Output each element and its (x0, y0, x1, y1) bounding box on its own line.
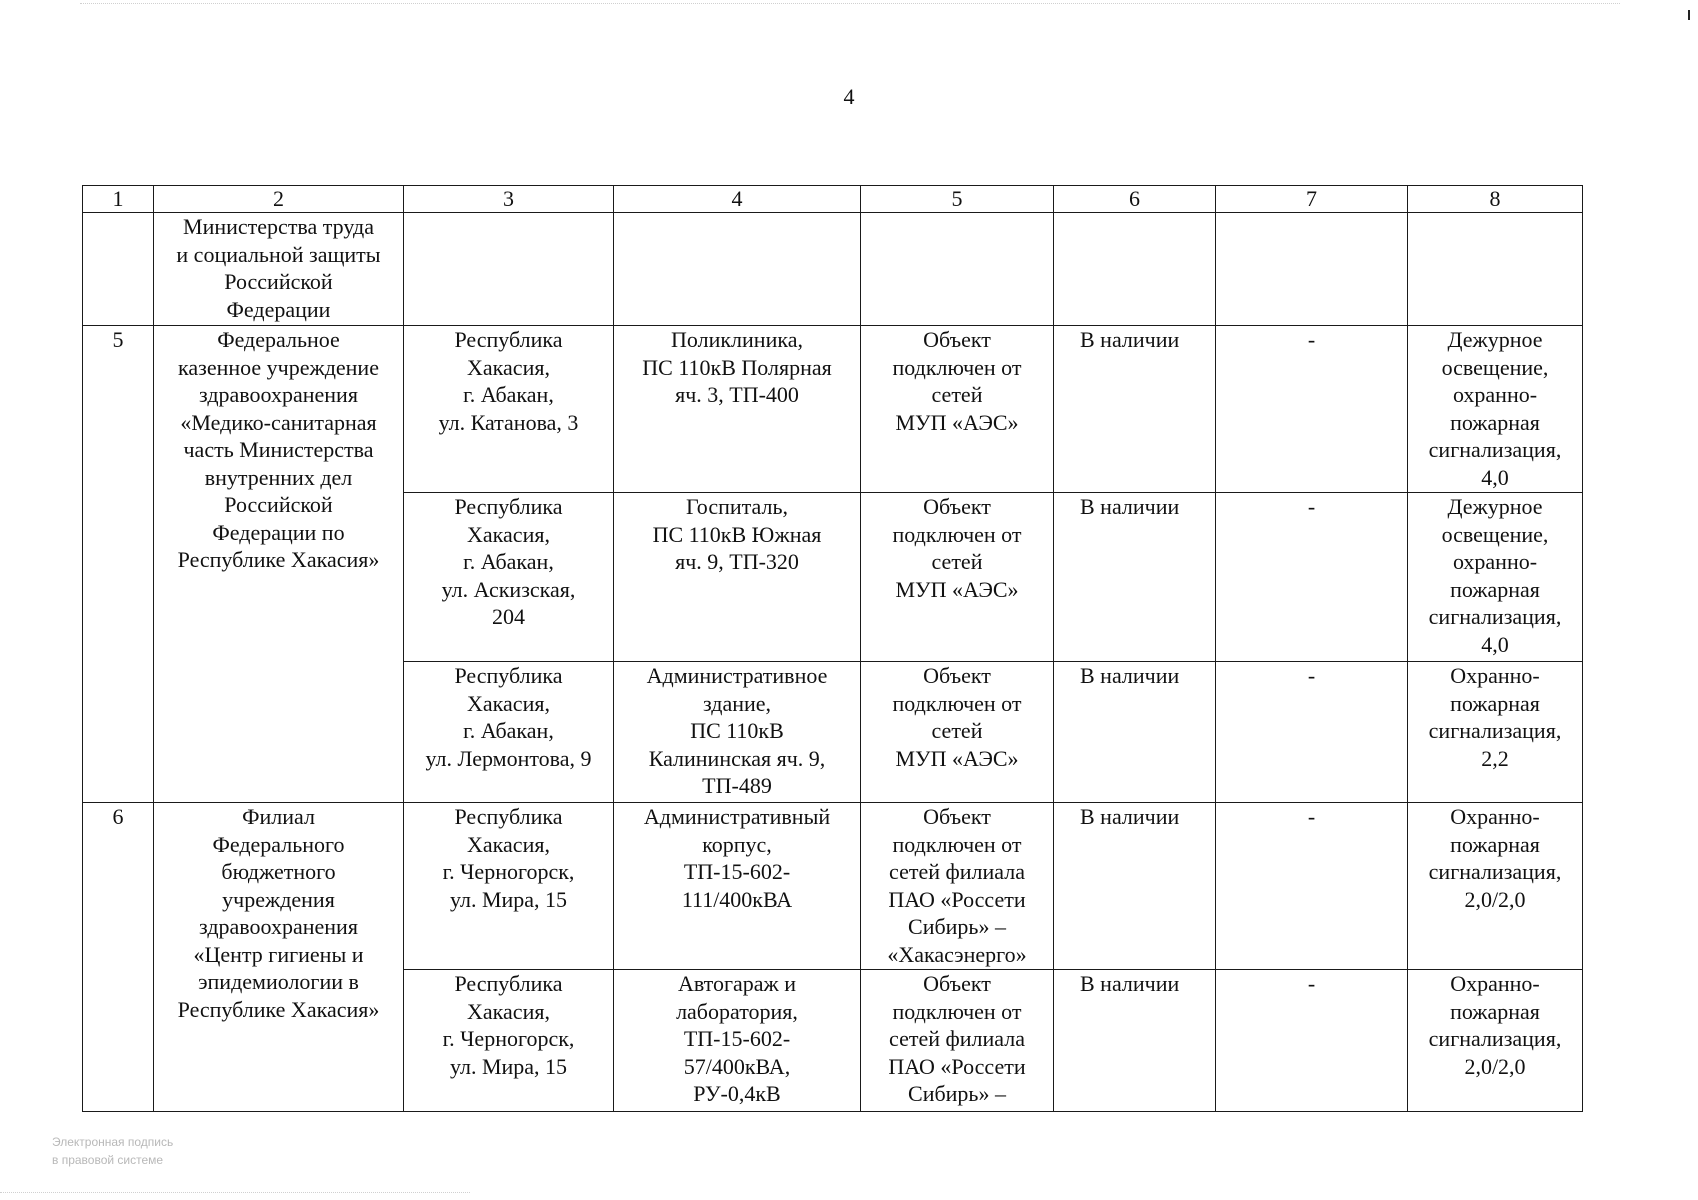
object-line: ПС 110кВ Южная (652, 521, 822, 547)
col7-cell (1216, 213, 1408, 326)
organization-line: эпидемиологии в (198, 969, 359, 994)
object-line: здание, (702, 690, 772, 716)
connection-line: сетей (931, 549, 983, 574)
load-line: сигнализация, (1428, 718, 1562, 743)
load-cell (1408, 326, 1583, 493)
organization-line: бюджетного (221, 859, 336, 884)
scan-edge-noise (80, 3, 1620, 4)
load-cell (1408, 213, 1583, 326)
load-line: Дежурное (1447, 327, 1543, 352)
load-line: Охранно- (1450, 804, 1540, 829)
watermark-line: в правовой системе (52, 1153, 164, 1167)
object-line: РУ-0,4кВ (693, 1081, 781, 1106)
connection-line: МУП «АЭС» (895, 576, 1019, 602)
load-line: Охранно- (1450, 971, 1540, 996)
connection-line: МУП «АЭС» (895, 745, 1019, 771)
table-row (83, 213, 1583, 326)
scan-watermark (52, 1133, 202, 1169)
load-line: 2,2 (1481, 745, 1509, 771)
availability-cell: В наличии (1054, 970, 1216, 1112)
load-line: Дежурное (1447, 494, 1543, 519)
col7-cell: - (1216, 803, 1408, 970)
organization-line: Министерства труда (183, 214, 374, 239)
object-line: Административное (646, 663, 828, 688)
load-line: 4,0 (1481, 464, 1509, 490)
organization-line: часть Министерства (183, 437, 374, 462)
connection-line: подключен от (892, 354, 1022, 380)
header-cell: 3 (404, 186, 614, 213)
load-line: пожарная (1450, 690, 1540, 716)
connection-line: ПАО «Россети (888, 886, 1026, 912)
object-line: ТП-15-602- (683, 1026, 791, 1051)
address-line: Республика (454, 494, 563, 519)
address-line: г. Черногорск, (442, 1026, 575, 1051)
load-line: охранно- (1452, 549, 1538, 574)
address-line: ул. Лермонтова, 9 (425, 745, 592, 771)
address-cell (404, 493, 614, 662)
availability-cell (1054, 213, 1216, 326)
object-line: ТП-489 (702, 773, 772, 798)
organization-line: Федерации (226, 296, 331, 322)
address-line: Хакасия, (467, 354, 550, 380)
scan-edge-noise (0, 1192, 470, 1193)
organization-line: Российской (224, 492, 333, 517)
page-number: 4 (843, 84, 855, 109)
connection-line: Объект (923, 663, 991, 688)
load-cell (1408, 803, 1583, 970)
address-line: Республика (454, 663, 563, 688)
connection-line: «Хакасэнерго» (887, 941, 1027, 967)
load-line: 4,0 (1481, 631, 1509, 657)
load-line: сигнализация, (1428, 437, 1562, 462)
load-line: пожарная (1450, 409, 1540, 435)
row-number-cell: 5 (83, 326, 154, 803)
connection-line: Сибирь» – (908, 1081, 1006, 1106)
organization-line: внутренних дел (204, 464, 353, 490)
organization-line: Российской (224, 269, 333, 294)
load-line: пожарная (1450, 576, 1540, 602)
availability-cell: В наличии (1054, 326, 1216, 493)
address-line: Хакасия, (467, 521, 550, 547)
object-line: ТП-15-602- (683, 859, 791, 884)
row-number-cell (83, 213, 154, 326)
address-line: ул. Мира, 15 (449, 886, 568, 912)
address-cell (404, 326, 614, 493)
address-line: Республика (454, 804, 563, 829)
organization-line: здравоохранения (199, 914, 358, 939)
organization-line: казенное учреждение (178, 354, 379, 380)
load-line: Охранно- (1450, 663, 1540, 688)
scan-edge-tick (1688, 10, 1690, 20)
connection-line: Сибирь» – (908, 914, 1006, 939)
object-line: лаборатория, (676, 998, 798, 1024)
address-cell (404, 662, 614, 803)
address-line: Хакасия, (467, 690, 550, 716)
row-number-cell: 6 (83, 803, 154, 1112)
connection-line: подключен от (892, 998, 1022, 1024)
col7-cell: - (1216, 662, 1408, 803)
address-line: Республика (454, 327, 563, 352)
availability-cell: В наличии (1054, 662, 1216, 803)
table-row (83, 326, 1583, 493)
header-cell: 6 (1054, 186, 1216, 213)
load-line: сигнализация, (1428, 604, 1562, 629)
connection-line: сетей филиала (889, 1026, 1025, 1051)
organization-line: «Центр гигиены и (193, 941, 364, 967)
address-line: Республика (454, 971, 563, 996)
col7-cell: - (1216, 326, 1408, 493)
object-line: ПС 110кВ Полярная (642, 354, 832, 380)
load-line: освещение, (1441, 521, 1549, 547)
organization-line: «Медико-санитарная (180, 409, 377, 435)
address-cell (404, 803, 614, 970)
load-line: сигнализация, (1428, 859, 1562, 884)
organization-line: Федерации по (212, 519, 345, 545)
object-cell (614, 326, 861, 493)
address-line: г. Абакан, (463, 718, 554, 743)
availability-cell: В наличии (1054, 803, 1216, 970)
organization-line: Республике Хакасия» (177, 547, 380, 572)
object-line: Госпиталь, (686, 494, 788, 519)
load-line: 2,0/2,0 (1464, 886, 1526, 912)
object-line: Административный (643, 804, 831, 829)
col7-cell: - (1216, 493, 1408, 662)
header-cell: 7 (1216, 186, 1408, 213)
connection-cell (861, 213, 1054, 326)
table-row (83, 803, 1583, 970)
connection-line: МУП «АЭС» (895, 409, 1019, 435)
connection-cell (861, 803, 1054, 970)
object-line: яч. 9, ТП-320 (675, 549, 799, 574)
header-cell: 4 (614, 186, 861, 213)
load-line: пожарная (1450, 998, 1540, 1024)
address-line: ул. Аскизская, (441, 576, 576, 602)
connection-cell (861, 493, 1054, 662)
organization-cell (154, 213, 404, 326)
connection-cell (861, 662, 1054, 803)
connection-line: сетей (931, 382, 983, 407)
load-line: освещение, (1441, 354, 1549, 380)
object-line: яч. 3, ТП-400 (675, 382, 799, 407)
availability-cell: В наличии (1054, 493, 1216, 662)
object-cell (614, 493, 861, 662)
organization-line: учреждения (222, 886, 335, 912)
connection-line: ПАО «Россети (888, 1053, 1026, 1079)
address-line: ул. Катанова, 3 (438, 409, 579, 435)
table-header-row (83, 186, 1583, 213)
address-line: Хакасия, (467, 998, 550, 1024)
organization-line: Федерального (212, 831, 345, 857)
connection-line: Объект (923, 327, 991, 352)
objects-table (82, 185, 1583, 1112)
connection-cell (861, 970, 1054, 1112)
organization-line: здравоохранения (199, 382, 358, 407)
address-line: г. Абакан, (463, 549, 554, 574)
load-cell (1408, 493, 1583, 662)
object-line: корпус, (702, 831, 772, 857)
connection-line: подключен от (892, 521, 1022, 547)
connection-line: сетей (931, 718, 983, 743)
organization-line: Филиал (242, 804, 315, 829)
object-cell (614, 662, 861, 803)
connection-line: Объект (923, 971, 991, 996)
load-cell (1408, 662, 1583, 803)
load-cell (1408, 970, 1583, 1112)
address-line: ул. Мира, 15 (449, 1053, 568, 1079)
object-cell (614, 803, 861, 970)
load-line: охранно- (1452, 382, 1538, 407)
connection-line: подключен от (892, 831, 1022, 857)
object-line: Поликлиника, (671, 327, 803, 352)
col7-cell: - (1216, 970, 1408, 1112)
connection-cell (861, 326, 1054, 493)
connection-line: Объект (923, 494, 991, 519)
organization-cell (154, 803, 404, 1112)
header-cell: 1 (83, 186, 154, 213)
load-line: пожарная (1450, 831, 1540, 857)
address-cell (404, 213, 614, 326)
object-line: 111/400кВА (681, 886, 793, 912)
connection-line: подключен от (892, 690, 1022, 716)
header-cell: 8 (1408, 186, 1583, 213)
object-line: Калининская яч. 9, (648, 745, 826, 771)
address-line: 204 (492, 604, 525, 629)
address-line: г. Абакан, (463, 382, 554, 407)
object-cell (614, 213, 861, 326)
organization-cell (154, 326, 404, 803)
object-line: 57/400кВА, (683, 1053, 791, 1079)
object-line: Автогараж и (677, 971, 797, 996)
connection-line: сетей филиала (889, 859, 1025, 884)
address-cell (404, 970, 614, 1112)
header-cell: 2 (154, 186, 404, 213)
object-line: ПС 110кВ (690, 718, 784, 743)
organization-line: Федеральное (217, 327, 340, 352)
load-line: сигнализация, (1428, 1026, 1562, 1051)
object-cell (614, 970, 861, 1112)
header-cell: 5 (861, 186, 1054, 213)
watermark-line: Электронная подпись (52, 1135, 174, 1149)
address-line: г. Черногорск, (442, 859, 575, 884)
load-line: 2,0/2,0 (1464, 1053, 1526, 1079)
address-line: Хакасия, (467, 831, 550, 857)
organization-line: и социальной защиты (176, 241, 381, 267)
connection-line: Объект (923, 804, 991, 829)
organization-line: Республике Хакасия» (177, 996, 380, 1022)
